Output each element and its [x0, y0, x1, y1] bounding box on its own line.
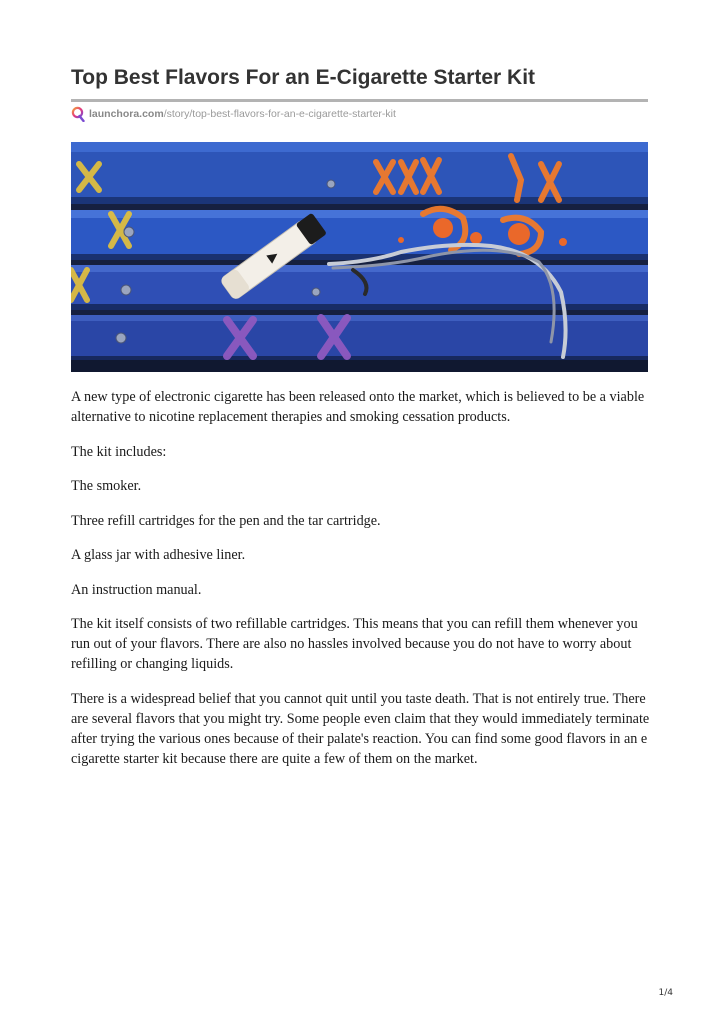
article-body	[71, 387, 651, 783]
paragraph: The kit includes:	[71, 443, 167, 460]
paragraph: Three refill cartridges for the pen and the tar cartridge.	[71, 512, 381, 529]
paragraph: A glass jar with adhesive liner.	[71, 547, 246, 563]
page-title: Top Best Flavors For an E-Cigarette Starter Kit	[71, 66, 536, 89]
hero-image	[71, 142, 648, 372]
paragraph: An instruction manual.	[71, 581, 202, 598]
paragraph: A new type of electronic cigarette has been released onto the market, which is believed to be a viable alternative to nicotine replacement therapies and smoking cessation products.	[71, 389, 645, 425]
source-path[interactable]: /story/top-best-flavors-for-an-e-cigarette-starter-kit	[163, 108, 396, 120]
photo-vape-pen-on-painted-bench	[71, 142, 648, 372]
paragraph: There is a widespread belief that you cannot quit until you taste death. That is not entirely true. There are several flavors that you might try. Some people even claim that they would immediately terminate after trying the various ones because of their palate's reaction. You can find some good flavors in an e cigarette starter kit because there are quite a few of them on the market.	[71, 690, 650, 767]
source-domain[interactable]: launchora.com	[89, 108, 164, 120]
page-number: 1/4	[658, 988, 673, 998]
source-link[interactable]	[71, 106, 396, 122]
paragraph: The kit itself consists of two refillable cartridges. This means that you can refill them whenever you run out of your flavors. There are also no hassles involved because you do not have to worry about refilling or changing liquids.	[71, 616, 638, 672]
paragraph: The smoker.	[71, 478, 142, 494]
launchora-logo-icon	[71, 106, 85, 122]
title-divider	[71, 99, 648, 102]
